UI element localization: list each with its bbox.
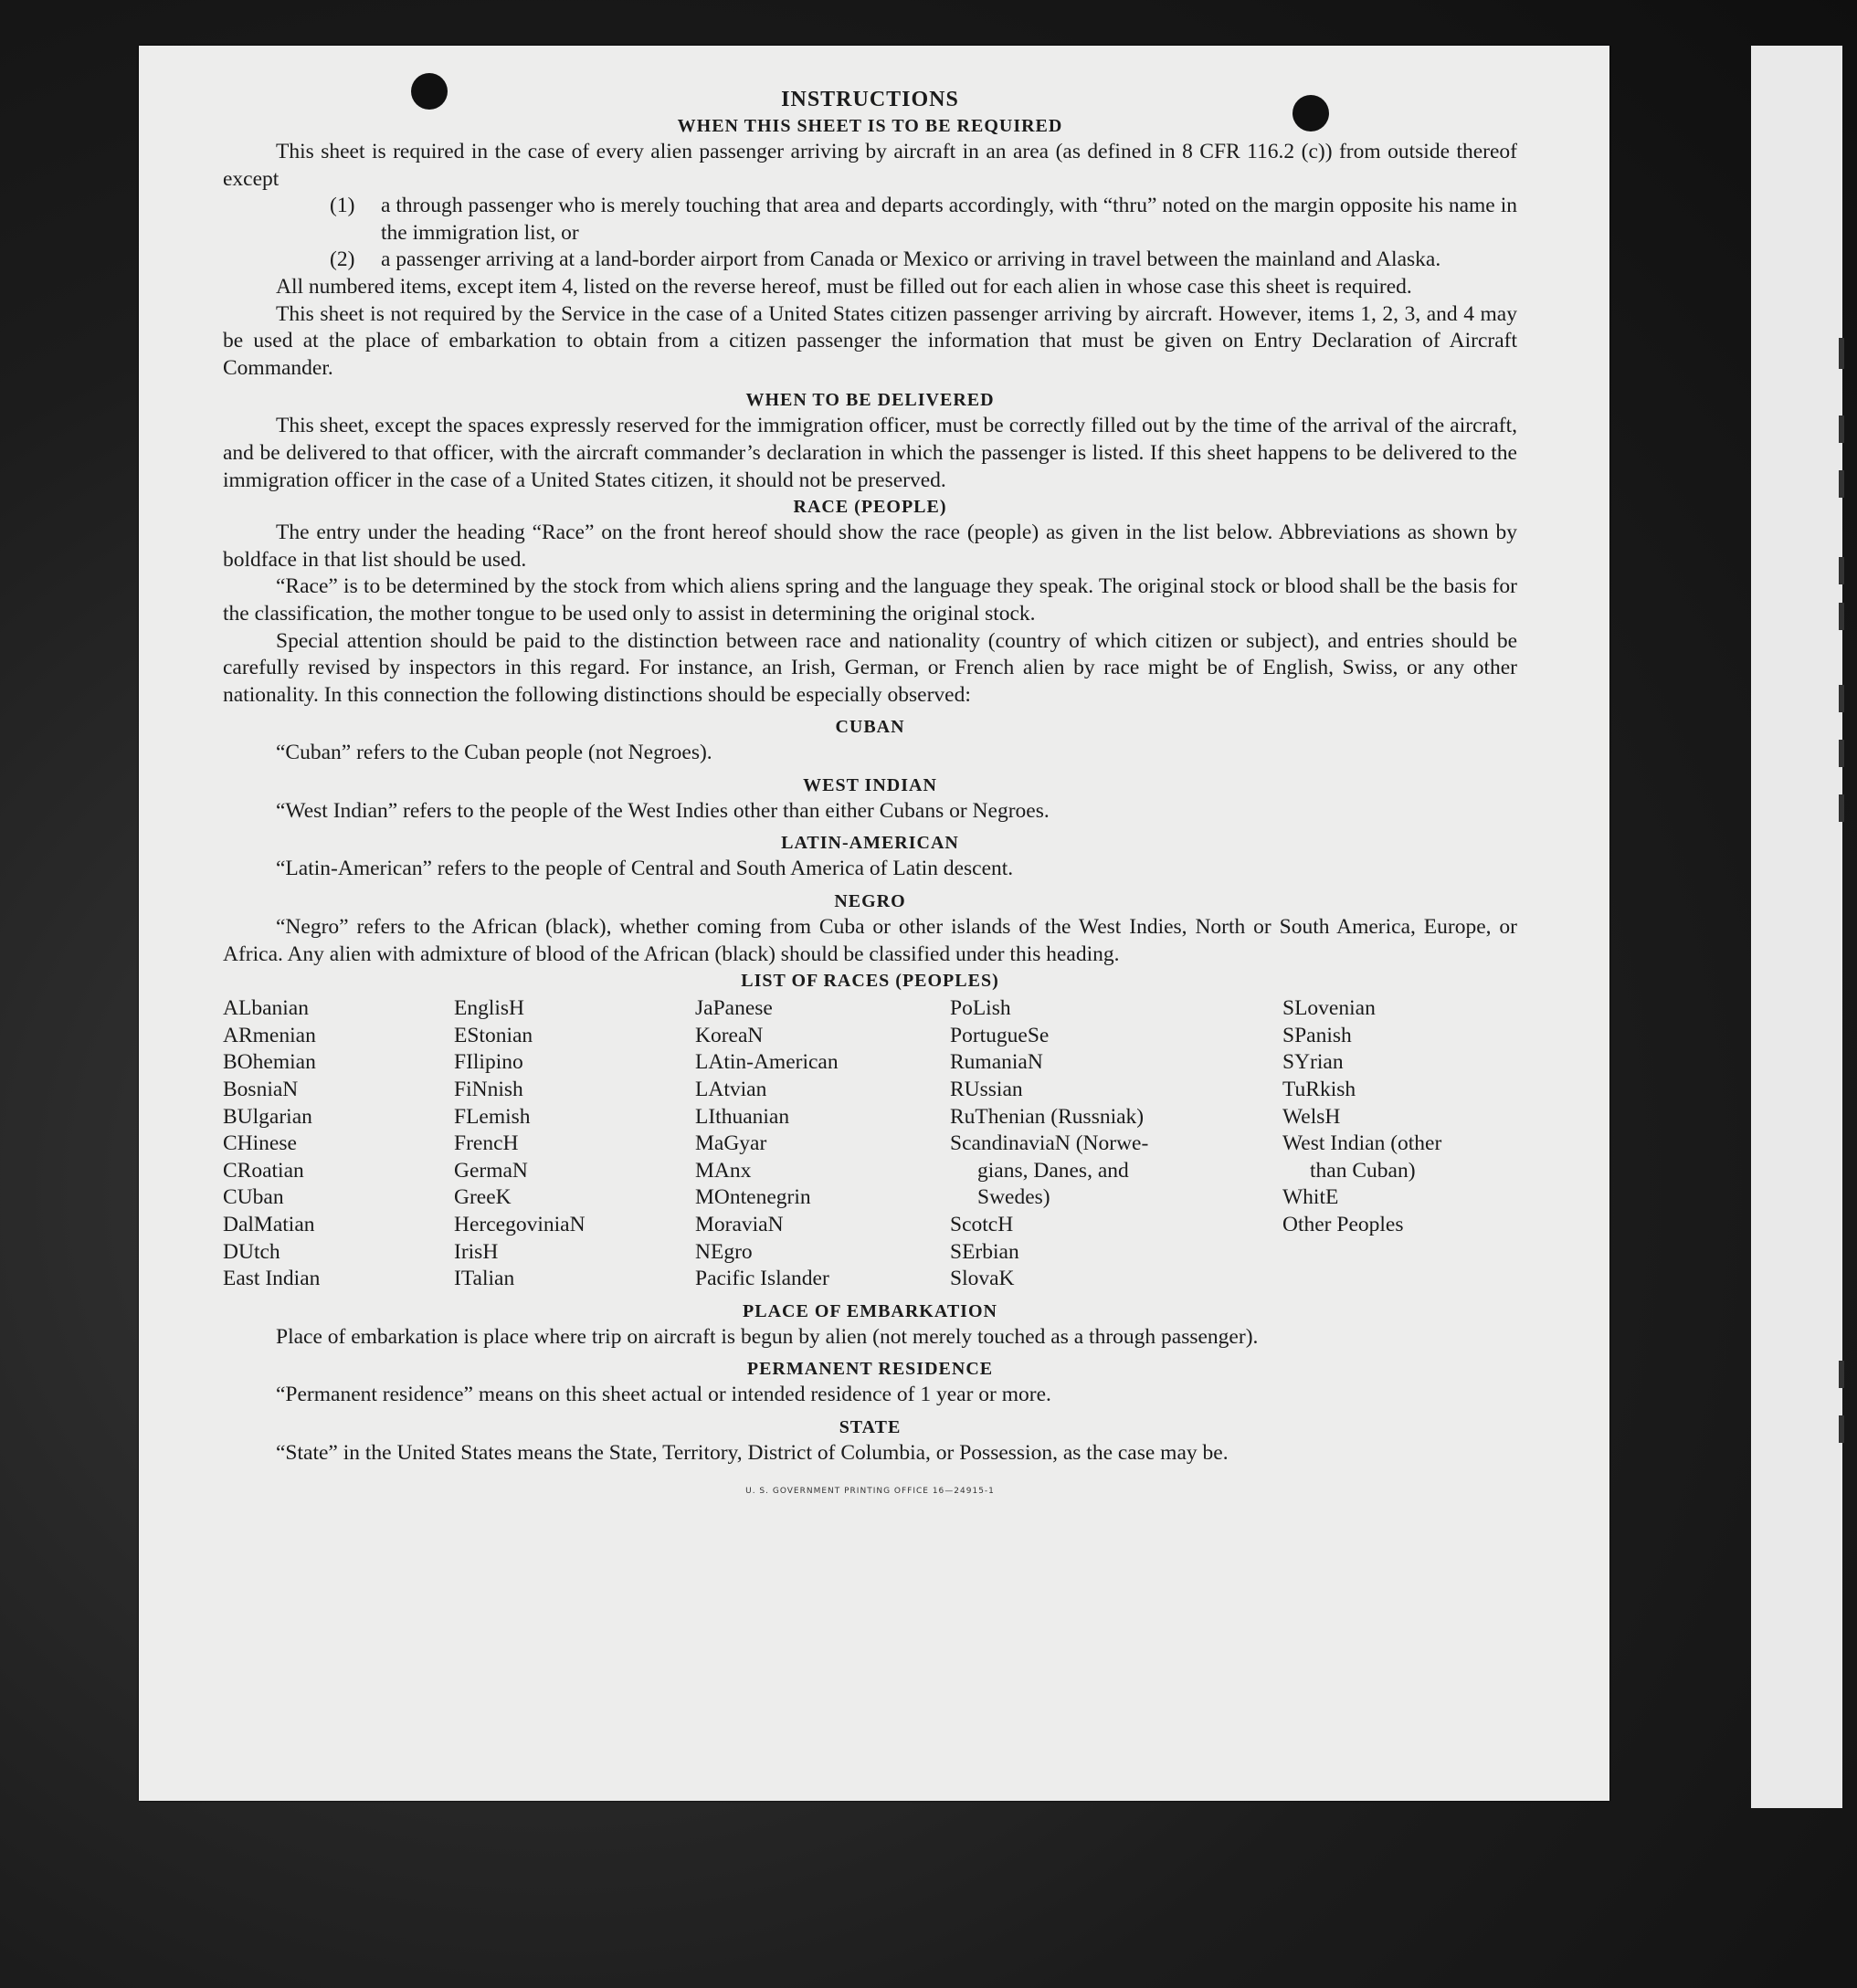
item-text: a passenger arriving at a land-border airport from Canada or Mexico or arriving in travel between the mainland and Alaska.: [381, 247, 1441, 272]
section-heading: RACE (PEOPLE): [793, 497, 947, 518]
race-entry: TuRkish: [1282, 1078, 1356, 1102]
section-heading: PERMANENT RESIDENCE: [746, 1359, 994, 1380]
race-entry: RuThenian (Russniak): [950, 1104, 1145, 1129]
section-heading: LIST OF RACES (PEOPLES): [741, 971, 999, 992]
race-entry: FLemish: [454, 1104, 531, 1129]
section-heading: STATE: [839, 1416, 902, 1437]
race-entry: SLovenian: [1282, 996, 1376, 1021]
paragraph: All numbered items, except item 4, listed on the reverse hereof, must be filled out for each alien in whose case this sheet is required.: [276, 274, 1412, 299]
section-heading: LATIN-AMERICAN: [781, 833, 959, 854]
race-entry: gians, Danes, and: [977, 1158, 1129, 1183]
race-entry: ITalian: [454, 1267, 515, 1291]
race-column: [695, 995, 950, 1293]
race-entry: WelsH: [1282, 1104, 1341, 1129]
race-entry: Pacific Islander: [695, 1267, 829, 1291]
race-entry: MOntenegrin: [695, 1185, 811, 1210]
race-entry: MAnx: [695, 1158, 752, 1183]
race-entry: SErbian: [950, 1239, 1019, 1264]
race-entry: LAtin-American: [695, 1050, 839, 1075]
race-entry: EStonian: [454, 1023, 533, 1047]
race-entry: Other Peoples: [1282, 1213, 1404, 1236]
paragraph: This sheet is required in the case of every alien passenger arriving by aircraft in an area (as defined in 8 CFR 116.2 (c)) from outside thereof except: [223, 140, 1517, 191]
race-entry: FIlipino: [454, 1050, 523, 1075]
section-heading: CUBAN: [835, 717, 905, 738]
printer-imprint: U. S. GOVERNMENT PRINTING OFFICE 16—24915-1: [745, 1486, 995, 1496]
race-entry: ScotcH: [950, 1213, 1014, 1236]
race-entry: NEgro: [695, 1239, 753, 1264]
race-entry: PoLish: [950, 996, 1011, 1021]
paragraph: Special attention should be paid to the distinction between race and nationality (country of which citizen or subject), and entries should be carefully revised by inspectors in this regard. For instance, an Irish, German, or French alien by race might be of English, Swiss, or any other nationality. In this connection the following distinctions should be especially observed:: [223, 628, 1517, 707]
race-entry: East Indian: [223, 1267, 321, 1291]
race-entry: DalMatian: [223, 1213, 315, 1236]
race-entry: LIthuanian: [695, 1104, 790, 1129]
race-entry: KoreaN: [695, 1023, 764, 1047]
race-entry: MaGyar: [695, 1131, 767, 1156]
race-entry: CHinese: [223, 1131, 297, 1156]
race-column: [950, 995, 1282, 1293]
item-text: a through passenger who is merely touching that area and departs accordingly, with “thru” noted on the margin opposite his name in the immigration list, or: [381, 194, 1517, 245]
race-entry: FiNnish: [454, 1078, 523, 1102]
paragraph: “Race” is to be determined by the stock from which aliens spring and the language they speak. The original stock or blood shall be the basis for the classification, the mother tongue to be used only to assist in determining the original stock.: [223, 574, 1517, 626]
paragraph: “Permanent residence” means on this sheet actual or intended residence of 1 year or more.: [276, 1383, 1051, 1407]
race-entry: MoraviaN: [695, 1213, 784, 1236]
paragraph: “Latin-American” refers to the people of Central and South America of Latin descent.: [276, 857, 1014, 881]
item-number: (2): [330, 247, 355, 272]
section-heading: NEGRO: [834, 891, 906, 912]
item-number: (1): [330, 194, 355, 218]
paragraph: “Cuban” refers to the Cuban people (not Negroes).: [276, 741, 712, 765]
race-column: [1282, 995, 1517, 1293]
instructions-body: [223, 86, 1517, 1505]
race-entry: FrencH: [454, 1131, 519, 1156]
race-entry: ScandinaviaN (Norwe-: [950, 1131, 1149, 1156]
paragraph: This sheet is not required by the Service in the case of a United States citizen passenger arriving by aircraft. However, items 1, 2, 3, and 4 may be used at the place of embarkation to obtain from a citizen passenger the information that must be given on Entry Declaration of Aircraft Commander.: [223, 301, 1517, 380]
adjacent-page-edge: [1751, 46, 1842, 1808]
race-entry: DUtch: [223, 1239, 280, 1264]
race-entry: SPanish: [1282, 1023, 1352, 1047]
race-entry: GreeK: [454, 1185, 512, 1210]
race-entry: HercegoviniaN: [454, 1213, 586, 1236]
race-list: [223, 995, 1517, 1293]
race-entry: PortugueSe: [950, 1023, 1050, 1047]
section-heading: WHEN THIS SHEET IS TO BE REQUIRED: [677, 116, 1063, 136]
race-entry: CRoatian: [223, 1158, 304, 1183]
paragraph: This sheet, except the spaces expressly reserved for the immigration officer, must be correctly filled out by the time of the arrival of the aircraft, and be delivered to that officer, with the aircraft commander’s declaration in which the passenger is listed. If this sheet happens to be delivered to the immigration officer in the case of a United States citizen, it should not be preserved.: [223, 414, 1517, 492]
race-entry: RUssian: [950, 1078, 1023, 1102]
page-title: INSTRUCTIONS: [781, 88, 959, 111]
race-entry: ALbanian: [223, 996, 309, 1021]
race-entry: CUban: [223, 1185, 284, 1210]
race-entry: than Cuban): [1310, 1158, 1416, 1183]
race-column: [454, 995, 695, 1293]
race-entry: SlovaK: [950, 1267, 1015, 1291]
paragraph: “West Indian” refers to the people of the West Indies other than either Cubans or Negroes.: [276, 798, 1050, 823]
race-entry: JaPanese: [695, 996, 773, 1021]
race-entry: West Indian (other: [1282, 1131, 1442, 1156]
race-entry: ARmenian: [223, 1023, 316, 1047]
race-entry: GermaN: [454, 1158, 528, 1183]
race-entry: WhitE: [1282, 1185, 1339, 1210]
race-entry: SYrian: [1282, 1050, 1344, 1075]
section-heading: WHEN TO BE DELIVERED: [745, 390, 995, 411]
section-heading: PLACE OF EMBARKATION: [743, 1300, 997, 1321]
race-entry: BosniaN: [223, 1078, 299, 1102]
list-item: [330, 193, 1517, 247]
paragraph: “Negro” refers to the African (black), whether coming from Cuba or other islands of the West Indies, North or South America, Europe, or Africa. Any alien with admixture of blood of the African (black) should be classified under this heading.: [223, 915, 1517, 966]
section-heading: WEST INDIAN: [803, 774, 937, 795]
document-page: [139, 46, 1609, 1801]
paragraph: Place of embarkation is place where trip on aircraft is begun by alien (not merely touched as a through passenger).: [276, 1324, 1259, 1349]
race-entry: BOhemian: [223, 1050, 316, 1075]
race-entry: Swedes): [977, 1185, 1050, 1210]
race-entry: EnglisH: [454, 996, 525, 1021]
race-entry: BUlgarian: [223, 1104, 312, 1129]
race-entry: IrisH: [454, 1239, 499, 1264]
list-item: [330, 247, 1517, 274]
paragraph: “State” in the United States means the State, Territory, District of Columbia, or Possession, as the case may be.: [276, 1440, 1229, 1465]
race-entry: RumaniaN: [950, 1050, 1043, 1075]
paragraph: The entry under the heading “Race” on the front hereof should show the race (people) as given in the list below. Abbreviations as shown by boldface in that list should be used.: [223, 521, 1517, 572]
race-entry: LAtvian: [695, 1078, 767, 1102]
race-column: [223, 995, 454, 1293]
